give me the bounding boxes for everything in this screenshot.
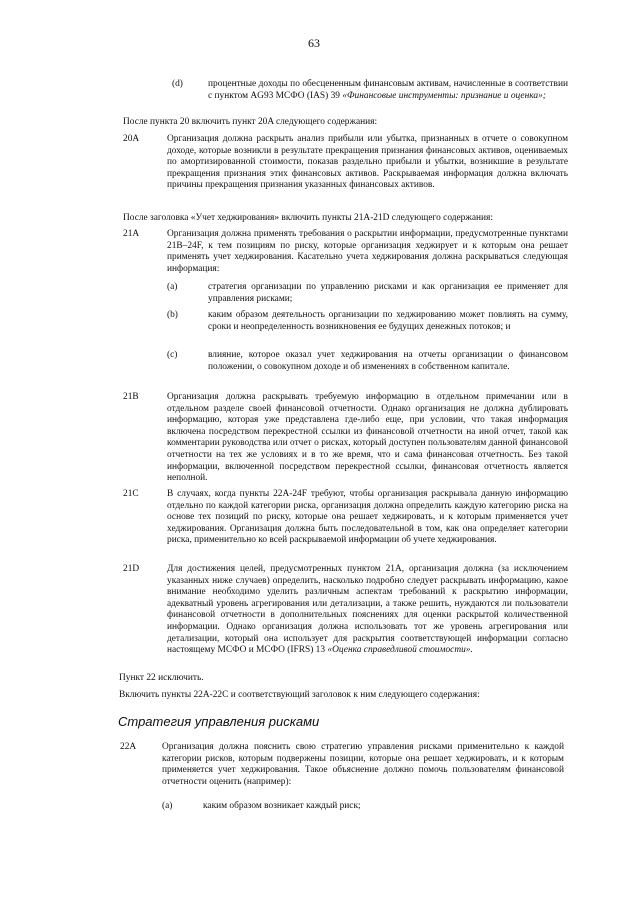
p21B-text: Организация должна раскрывать требуемую информацию в отдельном примечании или в отдельном разделе своей финансовой отчетности. Однако организация не должна дублировать информацию, которая уже представлена где-либо еще, при условии, что такая информация включена посредством перекрестной ссылки из финансовой отчетности на иной отчет, такой как комментарии руководства или отчет о рисках, который доступен пользователям данной финансовой отчетности на тех же условиях и в то же время, что и сама финансовая отчетность. Без такой информации, включенной посредством перекрестной ссылки, финансовая отчетность является неполной. xyxy=(167,392,568,484)
p22A-item-a-label: (a) xyxy=(162,801,173,811)
instruction-include-22: Включить пункты 22A-22C и соответствующий заголовок к ним следующего содержания: xyxy=(119,690,480,700)
instruction-after-hedging: После заголовка «Учет хеджирования» включить пункты 21A-21D следующего содержания: xyxy=(123,213,493,223)
p21D-number: 21D xyxy=(123,564,140,574)
p21A-item-b-label: (b) xyxy=(167,310,178,320)
p21A-number: 21A xyxy=(123,229,140,239)
p21A-item-b-text: каким образом деятельность организации по хеджированию может повлиять на сумму, сроки и неопределенность возникновения ее будущих денежных потоков; и xyxy=(208,310,568,332)
page-number: 63 xyxy=(308,36,320,50)
p22A-number: 22A xyxy=(120,742,137,752)
p21C-text: В случаях, когда пункты 22A-24F требуют, чтобы организация раскрывала данную информацию отдельно по каждой категории риска, организация должна определить каждую категорию риска на основе тех позиций по риску, которые она решает хеджировать, и к которым применяется учет хеджирования. Организация должна быть последовательной в том, как она определяет категории риска, применительно ко всей раскрываемой информации об учете хеджирования. xyxy=(167,489,568,546)
p21A-item-a-label: (a) xyxy=(167,282,178,292)
p21B-number: 21B xyxy=(123,392,139,402)
p21D-ref: «Оценка справедливой стоимости». xyxy=(327,645,473,656)
item-d-label: (d) xyxy=(172,79,183,89)
p21A-text: Организация должна применять требования о раскрытии информации, предусмотренные пунктами 21B–24F, к тем позициям по риску, которые организация хеджирует и к которым она решает применять учет хеджирования. Касательно учета хеджирования должна раскрываться следующая информация: xyxy=(167,229,568,274)
p20A-text: Организация должна раскрыть анализ прибыли или убытка, признанных в отчете о совокупном доходе, которые возникли в результате прекращения признания финансовых активов, оцениваемых по амортизированной стоимости, показав раздельно прибыли и убытки, возникшие в результате прекращения признания этих финансовых активов. Раскрываемая информация должна включать причины прекращения признания указанных финансовых активов. xyxy=(167,134,568,191)
p21A-item-c-label: (c) xyxy=(167,350,178,360)
instruction-after-20: После пункта 20 включить пункт 20A следующего содержания: xyxy=(123,117,378,127)
instruction-exclude-22: Пункт 22 исключить. xyxy=(119,673,204,683)
p20A-number: 20A xyxy=(123,134,140,144)
p21D-text: Для достижения целей, предусмотренных пунктом 21A, организация должна (за исключением указанных ниже случаев) определить, насколько подробно следует раскрывать информацию, какое внимание необходимо уделить различным аспектам требований к раскрытию информации, адекватный уровень агрегирования или детализации, а также решить, нуждаются ли пользователи финансовой отчетности в дополнительных пояснениях для оценки раскрытой количественной информации. Однако организация должна использовать тот же уровень агрегирования или детализации, который она использует для раскрытия соответствующей информации согласно настоящему МСФО и МСФО (IFRS) 13 «Оценка справедливой стоимости». xyxy=(167,564,568,656)
item-d-ref: «Финансовые инструменты: признание и оценка»; xyxy=(342,90,546,101)
p22A-item-a-text: каким образом возникает каждый риск; xyxy=(203,801,361,811)
section-heading: Стратегия управления рисками xyxy=(118,714,320,729)
p22A-text: Организация должна пояснить свою стратегию управления рисками применительно к каждой категории рисков, которым подвержены позиции, которые она решает хеджировать, и к которым применяется учет хеджирования. Такое объяснение должно помочь пользователям финансовой отчетности оценить (например): xyxy=(162,742,564,787)
p21A-item-c-text: влияние, которое оказал учет хеджирования на отчеты организации о финансовом положении, о совокупном доходе и об изменениях в собственном капитале. xyxy=(208,350,568,372)
item-d-text: процентные доходы по обесцененным финансовым активам, начисленные в соответствии с пунктом AG93 МСФО (IAS) 39 «Финансовые инструменты: признание и оценка»; xyxy=(208,79,568,101)
p21A-item-a-text: стратегия организации по управлению рисками и как организация ее применяет для управления рисками; xyxy=(208,282,568,304)
p21C-number: 21C xyxy=(123,489,139,499)
